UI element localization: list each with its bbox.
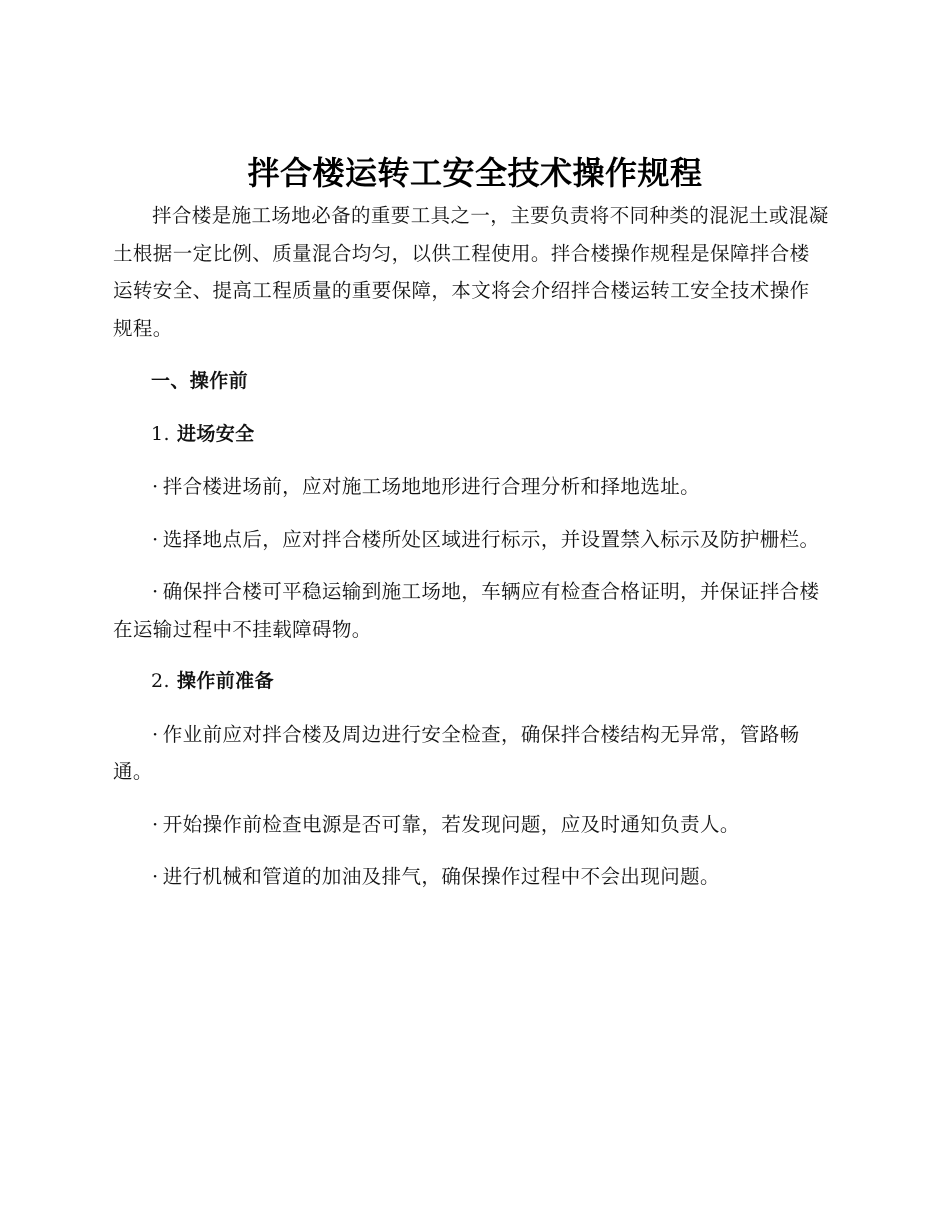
list-item [113,521,829,559]
intro-paragraph: 拌合楼是施工场地必备的重要工具之一，主要负责将不同种类的混泥土或混凝土根据一定比例、质量混合均匀，以供工程使用。拌合楼操作规程是保障拌合楼运转安全、提高工程质量的重要保障，本文将会介绍拌合楼运转工安全技术操作规程。 [113,204,829,340]
bullet-dot-icon: · [152,865,159,888]
subsection-number: 2. [151,670,170,692]
section-heading-before-operation: 一、操作前 [151,370,249,392]
subsection-heading-entry-safety [113,416,829,454]
list-item [113,806,829,844]
list-item-text: 选择地点后，应对拌合楼所处区域进行标示，并设置禁入标示及防护栅栏。 [162,527,820,551]
list-item-text: 确保拌合楼可平稳运输到施工场地，车辆应有检查合格证明，并保证拌合楼在运输过程中不挂载障碍物。 [113,580,820,641]
bullet-dot-icon: · [152,580,159,603]
bullet-dot-icon: · [152,812,159,836]
list-item [113,468,829,506]
list-item [113,573,829,648]
subsection-title: 操作前准备 [176,670,274,692]
subsection-title: 进场安全 [176,422,255,445]
list-item-text: 进行机械和管道的加油及排气，确保操作过程中不会出现问题。 [162,865,720,888]
subsection-number: 1. [151,422,170,445]
list-item-text: 开始操作前检查电源是否可靠，若发现问题，应及时通知负责人。 [162,812,740,836]
document-title: 拌合楼运转工安全技术操作规程 [247,154,703,192]
list-item-text: 作业前应对拌合楼及周边进行安全检查，确保拌合楼结构无异常，管路畅通。 [113,722,800,783]
document-body [113,197,829,911]
list-item [113,716,829,791]
bullet-dot-icon: · [152,527,159,551]
bullet-dot-icon: · [152,722,159,746]
subsection-heading-preparation [113,663,829,701]
list-item [113,858,829,896]
bullet-dot-icon: · [152,475,159,498]
list-item-text: 拌合楼进场前，应对施工场地地形进行合理分析和择地选址。 [162,475,701,498]
